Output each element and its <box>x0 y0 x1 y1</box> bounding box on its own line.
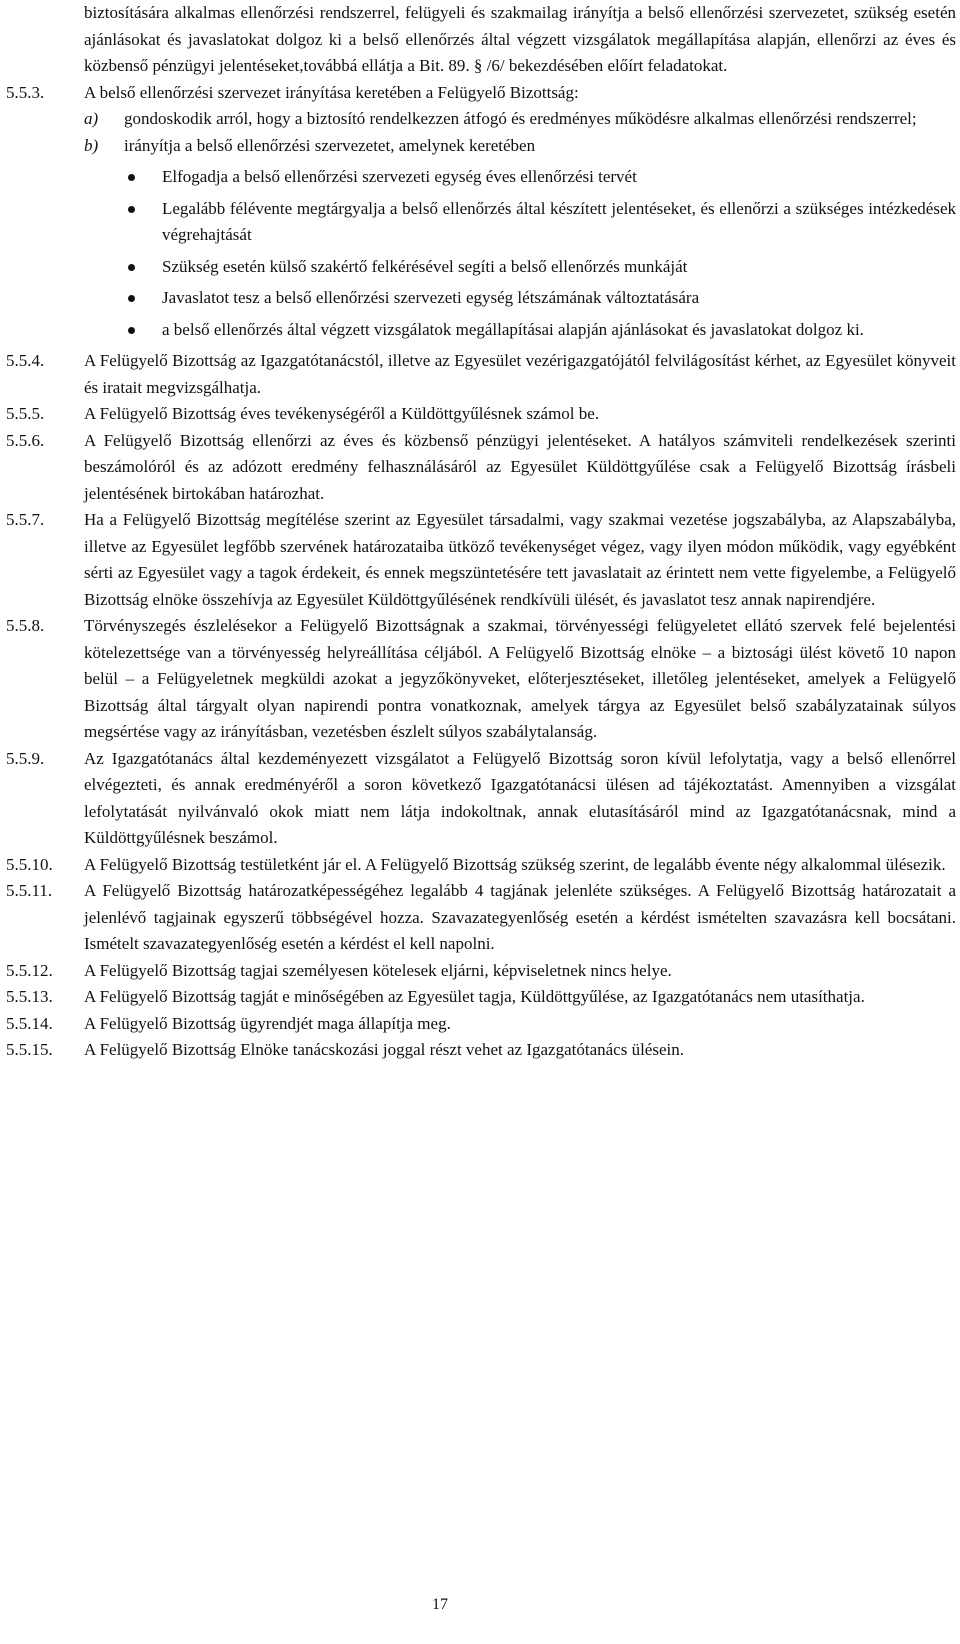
bullet-icon <box>124 317 162 343</box>
section-text: A belső ellenőrzési szervezet irányítása keretében a Felügyelő Bizottság: <box>84 82 579 102</box>
bullet-text: Elfogadja a belső ellenőrzési szervezeti egység éves ellenőrzési tervét <box>162 167 637 186</box>
section-number: 5.5.4. <box>6 351 45 370</box>
section-text: A Felügyelő Bizottság tagjai személyesen kötelesek eljárni, képviseletnek nincs helye. <box>84 960 672 980</box>
section-text: A Felügyelő Bizottság testületként jár el. A Felügyelő Bizottság szükség szerint, de legalább évente négy alkalommal ülésezik. <box>84 854 946 874</box>
section-text: A Felügyelő Bizottság tagját e minőségében az Egyesület tagja, Küldöttgyűlése, az Igazgatótanács nem utasíthatja. <box>84 987 865 1006</box>
section-number: 5.5.7. <box>6 510 45 529</box>
intro-paragraph: biztosítására alkalmas ellenőrzési rendszerrel, felügyeli és szakmailag irányítja a belső ellenőrzési szervezetet, szükség esetén ajánlásokat és javaslatokat dolgoz ki a belső ellenőrzés által végzett vizsgálatok megállapítása alapján, ellenőrzi az éves és közbenső pénzügyi jelentéseket,továbbá ellátja a Bit. 89. § /6/ bekezdésében előírt feladatokat. <box>84 3 956 75</box>
section-number: 5.5.9. <box>6 748 45 768</box>
section-5-5-10 <box>6 852 956 879</box>
bullet-text: Javaslatot tesz a belső ellenőrzési szervezeti egység létszámának változtatására <box>162 288 700 307</box>
page-number: 17 <box>432 1596 448 1613</box>
bullet-item <box>124 285 956 312</box>
subitem-b <box>84 133 956 160</box>
section-text: Ha a Felügyelő Bizottság megítélése szerint az Egyesület társadalmi, vagy szakmai vezetése jogszabályba, az Alapszabályba, illetve az Egyesület legfőbb szervének határozataiba ütköző tevékenységet végez, vagy ilyen módon működik, vagy egyébként sérti az Egyesület vagy a tagok érdekeit, és ennek megszüntetésére tett javaslatait az érintett nem vette figyelembe, a Felügyelő Bizottság elnöke összehívja az Egyesület Küldöttgyűlésének rendkívüli ülését, és javaslatot tesz annak napirendjére. <box>84 510 956 609</box>
section-number: 5.5.6. <box>6 430 45 450</box>
section-number: 5.5.12. <box>6 960 53 980</box>
section-5-5-9 <box>6 746 956 852</box>
section-text: A Felügyelő Bizottság éves tevékenységéről a Küldöttgyűlésnek számol be. <box>84 404 600 423</box>
section-5-5-7 <box>6 507 956 613</box>
section-text: A Felügyelő Bizottság ügyrendjét maga állapítja meg. <box>84 1013 451 1033</box>
section-number: 5.5.10. <box>6 854 53 874</box>
bullet-text: a belső ellenőrzés által végzett vizsgálatok megállapításai alapján ajánlásokat és javaslatokat dolgoz ki. <box>162 319 864 339</box>
section-number: 5.5.5. <box>6 404 45 423</box>
section-5-5-14 <box>6 1011 956 1038</box>
bullet-icon <box>124 254 162 280</box>
subitem-a <box>84 106 956 133</box>
section-5-5-5 <box>6 401 956 428</box>
bullet-item <box>124 254 956 281</box>
document-body <box>6 0 956 1064</box>
section-text: A Felügyelő Bizottság ellenőrzi az éves és közbenső pénzügyi jelentéseket. A hatályos számviteli rendelkezések szerinti beszámolóról és az adózott eredmény felhasználásáról az Egyesület Küldöttgyűlése csak a Felügyelő Bizottság írásbeli jelentésének birtokában határozhat. <box>84 430 956 503</box>
section-5-5-15 <box>6 1037 956 1064</box>
section-5-5-11 <box>6 878 956 958</box>
section-5-5-13 <box>6 984 956 1011</box>
section-number: 5.5.3. <box>6 82 45 102</box>
bullet-icon <box>124 164 162 190</box>
bullet-text: Szükség esetén külső szakértő felkérésével segíti a belső ellenőrzés munkáját <box>162 256 688 276</box>
section-number: 5.5.14. <box>6 1013 53 1033</box>
section-text: Az Igazgatótanács által kezdeményezett vizsgálatot a Felügyelő Bizottság soron kívül lefolytatja, vagy a belső ellenőrrel elvégezteti, és annak eredményéről a soron következő Igazgatótanácsi ülésen ad tájékoztatást. Amennyiben a vizsgálat lefolytatását nyilvánvaló okok miatt nem látja indokoltnak, annak elutasításáról mind az Igazgatótanácsnak, mind a Küldöttgyűlésnek beszámol. <box>84 748 956 847</box>
subitem-text: irányítja a belső ellenőrzési szervezetet, amelynek keretében <box>124 135 536 155</box>
bullet-item <box>124 196 956 249</box>
section-text: A Felügyelő Bizottság határozatképességéhez legalább 4 tagjának jelenléte szükséges. A Felügyelő Bizottság határozatait a jelenlévő tagjainak egyszerű többségével hozza. Szavazategyenlőség esetén a kérdést ismételten szavazásra kell bocsátani. Ismételt szavazategyenlőség esetén a kérdést el kell napolni. <box>84 881 956 953</box>
bullet-item <box>124 164 956 191</box>
bullet-item <box>124 317 956 344</box>
section-text: A Felügyelő Bizottság Elnöke tanácskozási joggal részt vehet az Igazgatótanács ülésein. <box>84 1040 684 1059</box>
section-text: A Felügyelő Bizottság az Igazgatótanácstól, illetve az Egyesület vezérigazgatójától felvilágosítást kérhet, az Egyesület könyveit és iratait megvizsgálhatja. <box>84 351 956 397</box>
section-text: Törvényszegés észlelésekor a Felügyelő Bizottságnak a szakmai, törvényességi felügyeletet ellátó szervek felé bejelentési kötelezettsége van a törvényesség helyreállítása céljából. A Felügyelő Bizottság elnöke – a biztosági ülést követő 10 napon belül – a Felügyeletnek megküldi azokat a jegyzőkönyveket, előterjesztéseket, illetőleg jelentéseket, amelyek a Felügyelő Bizottság által tárgyalt olyan napirendi pontra vonatkoznak, amelyek tárgya az Egyesület belső szabályzatainak súlyos megsértése vagy az irányításban, vezetésben észlelt súlyos szabálytalanság. <box>84 616 956 741</box>
bullet-text: Legalább félévente megtárgyalja a belső ellenőrzés által készített jelentéseket, és ellenőrzi a szükséges intézkedések végrehajtását <box>162 198 956 244</box>
section-number: 5.5.15. <box>6 1040 53 1059</box>
subitem-letter: b) <box>84 135 99 155</box>
section-5-5-4 <box>6 348 956 401</box>
section-5-5-3 <box>6 80 956 107</box>
bullet-icon <box>124 196 162 222</box>
bullet-icon <box>124 285 162 311</box>
section-5-5-12 <box>6 958 956 985</box>
subitem-text: gondoskodik arról, hogy a biztosító rendelkezzen átfogó és eredményes működésre alkalmas ellenőrzési rendszerrel; <box>124 109 917 128</box>
section-5-5-6 <box>6 428 956 508</box>
section-5-5-8 <box>6 613 956 746</box>
section-number: 5.5.13. <box>6 987 53 1006</box>
section-number: 5.5.8. <box>6 616 45 635</box>
subitem-letter: a) <box>84 109 99 128</box>
section-number: 5.5.11. <box>6 881 53 900</box>
